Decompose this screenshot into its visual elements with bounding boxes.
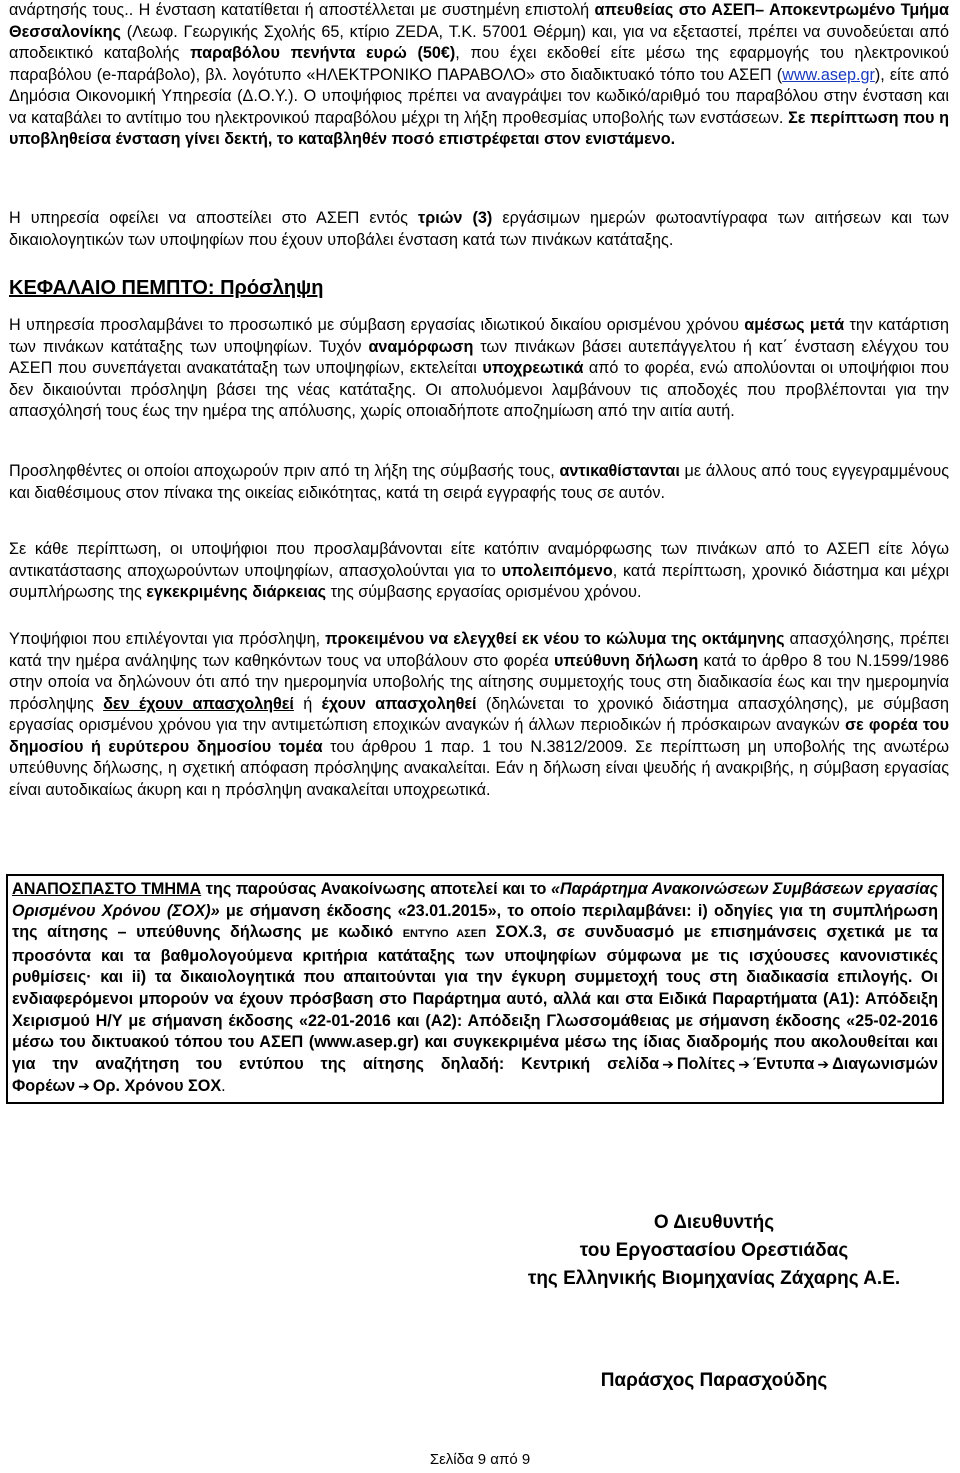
arrow-right-icon: ➔ bbox=[817, 1056, 830, 1073]
signature-title: Ο Διευθυντής bbox=[653, 1212, 775, 1233]
paragraph-service-obligation bbox=[9, 208, 949, 251]
text: (δηλώνεται το χρονικό διάστημα απασχόλησης), με σύμβαση εργασίας ορισμένου χρόνου για την αντιμετώπιση εποχικών αναγκών ή άλλων περιοδικών ή πρόσκαιρων αναγκών bbox=[9, 694, 949, 734]
page-number: Σελίδα 9 από 9 bbox=[429, 1451, 531, 1468]
text-bold: αντικαθίστανται bbox=[559, 462, 680, 480]
text: απασχόλησης, πρέπει κατά την ημέρα ανάληψης των καθηκόντων τους να υποβάλουν στο φορέα bbox=[9, 630, 949, 670]
text: ή bbox=[293, 694, 322, 713]
text: Προσληφθέντες οι οποίοι αποχωρούν πριν από τη λήξη της σύμβασής τους, bbox=[9, 462, 560, 480]
text-bold: υποχρεωτικά bbox=[482, 359, 584, 377]
text: του άρθρου 1 παρ. 1 του Ν.3812/2009. Σε περίπτωση μη υποβολής της ανωτέρω υπεύθυνης δήλωσης, η σχετική απόφαση πρόσληψης ανακαλείται. Εάν η δήλωση είναι ψευδής ή ανακριβής, η σύμβαση εργασίας είναι αυτοδικαίως άκυρη και η πρόσληψη ανακαλείται υποχρεωτικά. bbox=[9, 737, 949, 799]
text-bold-underline: δεν έχουν απασχοληθεί bbox=[103, 694, 294, 713]
path-step: Διαγωνισμών Φορέων bbox=[12, 1054, 938, 1096]
text: της παρούσας Ανακοίνωσης αποτελεί και το bbox=[201, 880, 551, 898]
paragraph-remaining-duration bbox=[9, 539, 949, 604]
signature-title: της Ελληνικής Βιομηχανίας Ζάχαρης Α.Ε. bbox=[527, 1268, 901, 1289]
text-bold: απευθείας στο ΑΣΕΠ– Αποκεντρωμένο Τμήμα Θεσσαλονίκης bbox=[9, 1, 949, 41]
path-step: Ορ. Χρόνου ΣΟΧ bbox=[92, 1077, 222, 1096]
text: , που έχει εκδοθεί είτε μέσω της εφαρμογής του ηλεκτρονικού παραβόλου (e-παράβολο), βλ. λογότυπο «ΗΛΕΚΤΡΟΝΙΚΟ ΠΑΡΑΒΟΛΟ» στο διαδικτυακό τόπο του ΑΣΕΠ ( bbox=[9, 44, 949, 84]
text: από το φορέα, ενώ απολύονται οι υποψήφιοι που δεν δικαιούνται πρόσληψη βάσει της νέας κατάταξης. Οι απολυόμενοι λαμβάνουν τις αποδοχές που προβλέπονται για την απασχόλησή τους έως την ημέρα της απόλυσης, χωρίς οποιαδήποτε αποζημίωση από την αιτία αυτή. bbox=[9, 359, 949, 420]
text-bold: αναμόρφωση bbox=[368, 337, 474, 356]
text-italic: «Παράρτημα Ανακοινώσεων Συμβάσεων εργασίας Ορισμένου Χρόνου (ΣΟΧ)» bbox=[12, 880, 938, 920]
text: ανάρτησής τους.. Η ένσταση κατατίθεται ή αποστέλλεται με συστημένη επιστολή bbox=[9, 1, 595, 19]
text: με άλλους από τους εγγεγραμμένους και διαθέσιμους στον πίνακα της οικείας ειδικότητας, κατά τη σειρά εγγραφής τους σε αυτόν. bbox=[9, 462, 949, 502]
chapter-title: ΚΕΦΑΛΑΙΟ ΠΕΜΠΤΟ: Πρόσληψη bbox=[9, 277, 324, 299]
text: την κατάρτιση των πινάκων κατάταξης των υποψηφίων. Τυχόν bbox=[9, 316, 949, 356]
paragraph-replacement bbox=[9, 461, 949, 504]
text: κατά το άρθρο 8 του Ν.1599/1986 στην οποία να δηλώνουν ότι από την ημερομηνία υποβολής της αίτησης συμμετοχής τους στη διαδικασία έως και την ημερομηνία πρόσληψης bbox=[9, 651, 949, 713]
detachable-section-box bbox=[6, 874, 944, 1104]
text-bold: εγκεκριμένης διάρκειας bbox=[146, 583, 327, 601]
text-bold: αμέσως μετά bbox=[744, 316, 845, 334]
text: Σε κάθε περίπτωση, οι υποψήφιοι που προσλαμβάνονται είτε κατόπιν αναμόρφωσης των πινάκων από το ΑΣΕΠ είτε λόγω αντικατάστασης αποχωρούντων υποψηφίων, απασχολούνται για το bbox=[9, 540, 949, 580]
text-bold: έχουν απασχοληθεί bbox=[321, 694, 477, 713]
text: ), είτε από Δημόσια Οικονομική Υπηρεσία (Δ.Ο.Υ.). Ο υποψήφιος πρέπει να αναγράψει τον κωδικό/αριθμό του παραβόλου στην ένσταση και να καταβάλει το αντίτιμο του ηλεκτρονικού παραβόλου μέχρι τη λήξη προθεσμίας υποβολής των ενστάσεων. bbox=[9, 65, 949, 127]
arrow-right-icon: ➔ bbox=[662, 1056, 674, 1073]
text: (Λεωφ. Γεωργικής Σχολής 65, κτίριο ΖΕDA, Τ.Κ. 57001 Θέρμη) και, για να εξεταστεί, πρέπει να συνοδεύεται από αποδεικτικό καταβολής bbox=[9, 22, 949, 62]
paragraph-hiring bbox=[9, 315, 949, 423]
text: ΣΟΧ.3, σε συνδυασμό με επισημάνσεις σχετικά με τα προσόντα και τα βαθμολογούμενα κριτήρια κατάταξης των υποψηφίων σύμφωνα με τις ισχύουσες κανονιστικές ρυθμίσεις· και ii) τα δικαιολογητικά που απαιτούνται για την έγκυρη συμμετοχή τους στη διαδικασία επιλογής. Οι ενδιαφερόμενοι μπορούν να έχουν πρόσβαση στο Παράρτημα αυτό, αλλά και στα Ειδικά Παραρτήματα (Α1): Απόδειξη Χειρισμού Η/Υ με σήμανση έκδοσης «22-01-2016 και (Α2): Απόδειξη Γλωσσομάθειας με σήμανση έκδοσης «25-02-2016 μέσω του δικτυακού τόπου του ΑΣΕΠ (www.asep.gr) και συγκεκριμένα μέσω της ίδιας διαδρομής που ακολουθείται και για την αναζήτηση του εντύπου της αίτησης δηλαδή: Κεντρική σελίδα bbox=[12, 923, 939, 1073]
text: εργάσιμων ημερών φωτοαντίγραφα των αιτήσεων και των δικαιολογητικών των υποψηφίων που έχουν υποβάλει ένσταση κατά των πινάκων κατάταξης. bbox=[9, 209, 949, 249]
text-bold: τριών (3) bbox=[418, 209, 493, 227]
signature-title: του Εργοστασίου Ορεστιάδας bbox=[579, 1240, 849, 1261]
text-bold: Σε περίπτωση που η υποβληθείσα ένσταση γίνει δεκτή, το καταβληθέν ποσό επιστρέφεται στον ενιστάμενο. bbox=[9, 108, 949, 148]
text: των πινάκων βάσει αυτεπάγγελτου ή κατ΄ ένσταση ελέγχου του ΑΣΕΠ που συνεπάγεται ανακατάταξη των υποψηφίων, εκτελείται bbox=[9, 337, 949, 377]
text: . bbox=[221, 1077, 226, 1096]
text-bold: υπολειπόμενο bbox=[501, 561, 613, 580]
path-step: Έντυπα bbox=[752, 1054, 815, 1073]
text: της σύμβασης εργασίας ορισμένου χρόνου. bbox=[326, 583, 642, 601]
box-heading: ΑΝΑΠΟΣΠΑΣΤΟ ΤΜΗΜΑ bbox=[12, 880, 202, 898]
arrow-right-icon: ➔ bbox=[78, 1079, 90, 1096]
path-step: Πολίτες bbox=[676, 1054, 736, 1073]
text-bold: σε φορέα του δημοσίου ή ευρύτερου δημοσίου τομέα bbox=[9, 716, 949, 756]
paragraph-objection-submission bbox=[9, 0, 949, 151]
text: Η υπηρεσία προσλαμβάνει το προσωπικό με σύμβαση εργασίας ιδιωτικού δικαίου ορισμένου χρόνου bbox=[9, 316, 745, 334]
text: i) οδηγίες για τη συμπλήρωση της αίτησης – υπεύθυνης δήλωσης με κωδικό bbox=[12, 901, 938, 942]
text: , κατά περίπτωση, χρονικό διάστημα και μέχρι συμπλήρωσης της bbox=[9, 561, 949, 601]
text: Υποψήφιοι που επιλέγονται για πρόσληψη, bbox=[9, 630, 326, 648]
text-bold: παραβόλου πενήντα ευρώ (50€) bbox=[190, 44, 456, 62]
arrow-right-icon: ➔ bbox=[738, 1056, 750, 1073]
text-small: ΕΝΤΥΠΟ ΑΣΕΠ bbox=[402, 928, 487, 941]
signatory-name: Παράσχος Παρασχούδης bbox=[600, 1370, 828, 1391]
text-bold: προκειμένου να ελεγχθεί εκ νέου το κώλυμα της οκτάμηνης bbox=[325, 630, 785, 648]
text-bold: υπεύθυνη δήλωση bbox=[553, 651, 699, 670]
text: με σήμανση έκδοσης «23.01.2015», το οποίο περιλαμβάνει: bbox=[219, 901, 698, 920]
paragraph-declaration bbox=[9, 629, 949, 801]
asep-link[interactable]: www.asep.gr bbox=[782, 65, 875, 84]
signature-block bbox=[479, 1209, 949, 1293]
text: Η υπηρεσία οφείλει να αποστείλει στο ΑΣΕΠ εντός bbox=[9, 209, 419, 227]
